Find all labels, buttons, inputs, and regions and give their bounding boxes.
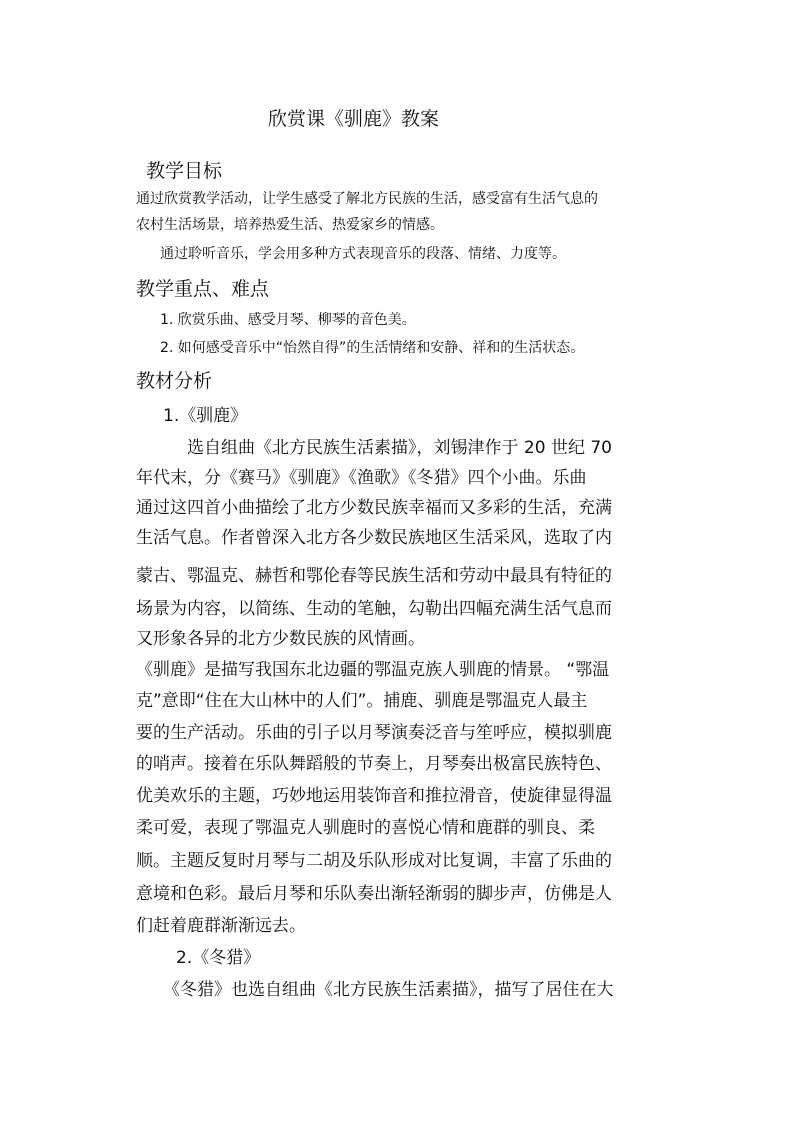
paragraph-line: 们赶着鹿群渐渐远去。 bbox=[136, 916, 306, 936]
subheading-donglie: 2.《冬猎》 bbox=[176, 948, 261, 968]
list-item: 1. 欣赏乐曲、感受月琴、柳琴的音色美。 bbox=[160, 312, 416, 328]
paragraph-line: 优美欢乐的主题，巧妙地运用装饰音和推拉滑音，使旋律显得温 bbox=[136, 786, 612, 806]
paragraph-line: 生活气息。作者曾深入北方各少数民族地区生活采风，选取了内 bbox=[136, 528, 612, 548]
list-item: 2. 如何感受音乐中“怡然自得”的生活情绪和安静、祥和的生活状态。 bbox=[160, 340, 585, 356]
paragraph-line: 场景为内容，以简练、生动的笔触，勾勒出四幅充满生活气息而 bbox=[136, 599, 612, 619]
paragraph-line: 要的生产活动。乐曲的引子以月琴演奏泛音与笙呼应，模拟驯鹿 bbox=[136, 723, 612, 743]
paragraph-line: 意境和色彩。最后月琴和乐队奏出渐轻渐弱的脚步声，仿佛是人 bbox=[136, 884, 612, 904]
paragraph-line: 年代末，分《赛马》《驯鹿》《渔歌》《冬猎》四个小曲。乐曲 bbox=[136, 468, 587, 488]
paragraph-line: 蒙古、鄂温克、赫哲和鄂伦春等民族生活和劳动中最具有特征的 bbox=[136, 566, 612, 586]
paragraph-line: 通过欣赏教学活动，让学生感受了解北方民族的生活，感受富有生活气息的 bbox=[136, 191, 598, 207]
subheading-xunlu: 1.《驯鹿》 bbox=[163, 406, 248, 426]
paragraph-line: 的哨声。接着在乐队舞蹈般的节奏上，月琴奏出极富民族特色、 bbox=[136, 754, 612, 774]
section-heading-key-points: 教学重点、难点 bbox=[136, 278, 270, 300]
document-title: 欣赏课《驯鹿》教案 bbox=[268, 108, 440, 130]
paragraph-line: 通过聆听音乐，学会用多种方式表现音乐的段落、情绪、力度等。 bbox=[160, 246, 566, 262]
paragraph-line: 通过这四首小曲描绘了北方少数民族幸福而又多彩的生活，充满 bbox=[136, 498, 612, 518]
section-heading-material-analysis: 教材分析 bbox=[136, 370, 213, 392]
section-heading-teaching-goals: 教学目标 bbox=[146, 160, 223, 182]
paragraph-line: 克”意即“住在大山林中的人们”。捕鹿、驯鹿是鄂温克人最主 bbox=[136, 691, 588, 711]
paragraph-line: 《驯鹿》是描写我国东北边疆的鄂温克族人驯鹿的情景。 “鄂温 bbox=[136, 660, 610, 680]
paragraph-line: 顺。主题反复时月琴与二胡及乐队形成对比复调，丰富了乐曲的 bbox=[136, 851, 612, 871]
paragraph-line: 选自组曲《北方民族生活素描》，刘锡津作于 20 世纪 70 bbox=[187, 438, 612, 458]
paragraph-line: 《冬猎》也选自组曲《北方民族生活素描》，描写了居住在大 bbox=[163, 980, 614, 1000]
paragraph-line: 柔可爱，表现了鄂温克人驯鹿时的喜悦心情和鹿群的驯良、柔 bbox=[136, 818, 595, 838]
paragraph-line: 农村生活场景，培养热爱生活、热爱家乡的情感。 bbox=[136, 217, 444, 233]
paragraph-line: 又形象各异的北方少数民族的风情画。 bbox=[136, 629, 425, 649]
